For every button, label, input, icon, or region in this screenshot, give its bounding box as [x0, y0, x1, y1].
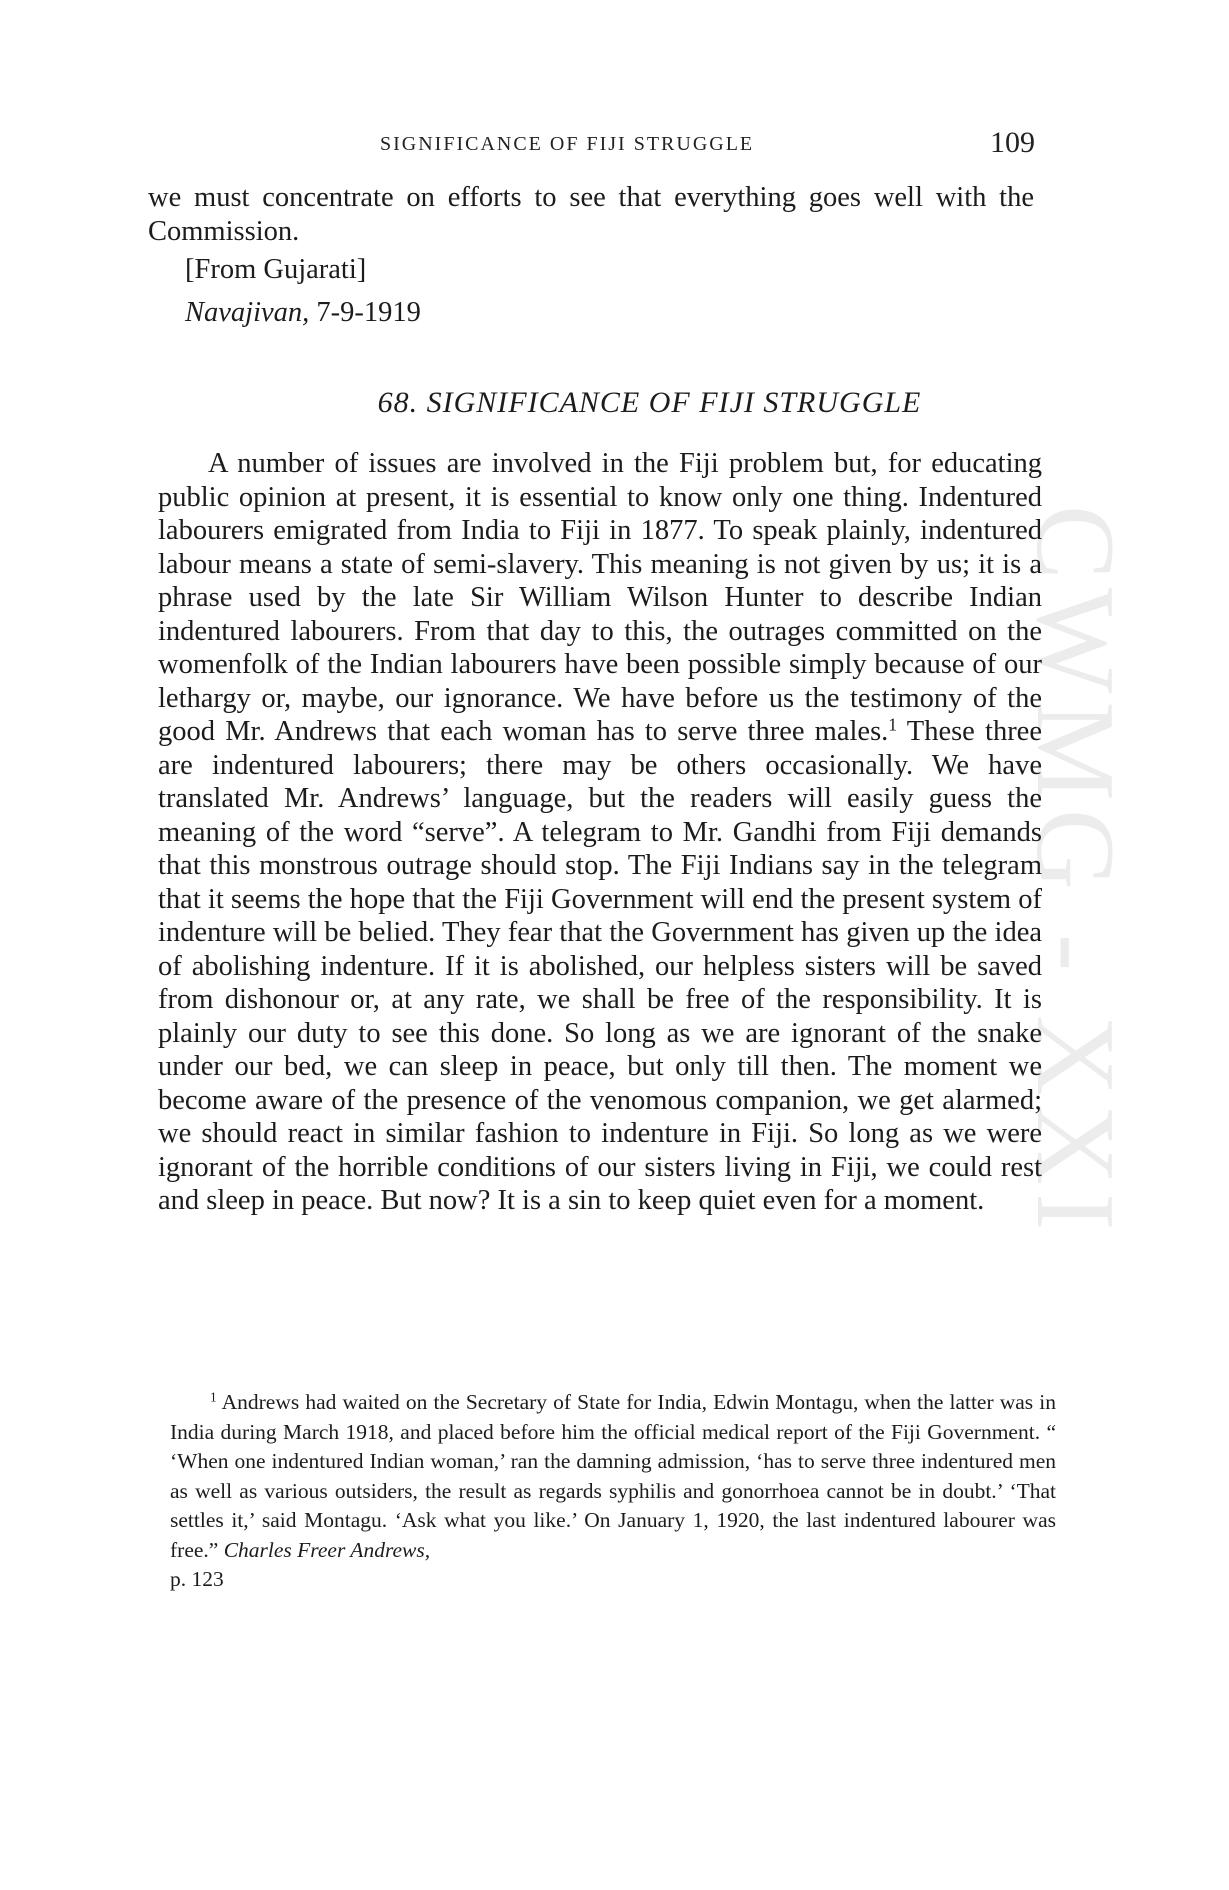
dateline — [185, 297, 421, 329]
footnote-reference[interactable]: 1 — [888, 714, 898, 735]
watermark: CWMG - XXI — [1013, 505, 1137, 1239]
publication-date: 7-9-1919 — [316, 297, 421, 328]
article-body — [158, 447, 1042, 1218]
source-note: [From Gujarati] — [185, 254, 367, 285]
footnote-mark: 1 — [210, 1389, 217, 1405]
previous-item-text: we must concentrate on efforts to see that everything goes well with the Commission. — [148, 182, 1034, 247]
page-number: 109 — [990, 126, 1035, 159]
footnote-text: Andrews had waited on the Secretary of State for India, Edwin Montagu, when the latter was in India during March 1918, and placed before him the official medical report of the Fiji Government. “ ‘When one indentured Indian woman,’ ran the damning admission, ‘has to serve three indentured men as well as various outsiders, the result as regards syphilis and gonorrhoea cannot be in doubt.’ ‘That settles it,’ said Montagu. ‘Ask what you like.’ On January 1, 1920, the last indentured labourer was free.” — [170, 1390, 1056, 1562]
article-title-text: 68. SIGNIFICANCE OF FIJI STRUGGLE — [377, 386, 922, 419]
footnote-citation-title: Charles Freer Andrews, — [223, 1537, 431, 1562]
footnote — [170, 1388, 1056, 1595]
article-title — [0, 386, 1229, 420]
running-head: SIGNIFICANCE OF FIJI STRUGGLE — [380, 133, 755, 155]
publication-name: Navajivan, — [185, 297, 310, 328]
article-body-part1: A number of issues are involved in the Fiji problem but, for educating public opinion at present, it is essential to know only one thing. Indentured labourers emigrated from India to Fiji in 1877. To speak plainly, indentured labour means a state of semi-slavery. This meaning is not given by us; it is a phrase used by the late Sir William Wilson Hunter to describe Indian indentured labourers. From that day to this, the outrages committed on the womenfolk of the Indian labourers have been possible simply because of our lethargy or, maybe, our ignorance. We have before us the testimony of the good Mr. Andrews that each woman has to serve three males. — [158, 448, 1042, 747]
article-body-part2: These three are indentured labourers; there may be others occasionally. We have translated Mr. Andrews’ language, but the readers will easily guess the meaning of the word “serve”. A telegram to Mr. Gandhi from Fiji demands that this monstrous outrage should stop. The Fiji Indians say in the telegram that it seems the hope that the Fiji Government will end the present system of indenture will be belied. They fear that the Government has given up the idea of abolishing indenture. If it is abolished, our helpless sisters will be saved from dishonour or, at any rate, we shall be free of the responsibility. It is plainly our duty to see this done. So long as we are ignorant of the snake under our bed, we can sleep in peace, but only till then. The moment we become aware of the presence of the venomous companion, we get alarmed; we should react in similar fashion to indenture in Fiji. So long as we were ignorant of the horrible conditions of our sisters living in Fiji, we could rest and sleep in peace. But now? It is a sin to keep quiet even for a moment. — [158, 716, 1042, 1216]
footnote-citation-page: p. 123 — [170, 1567, 224, 1591]
